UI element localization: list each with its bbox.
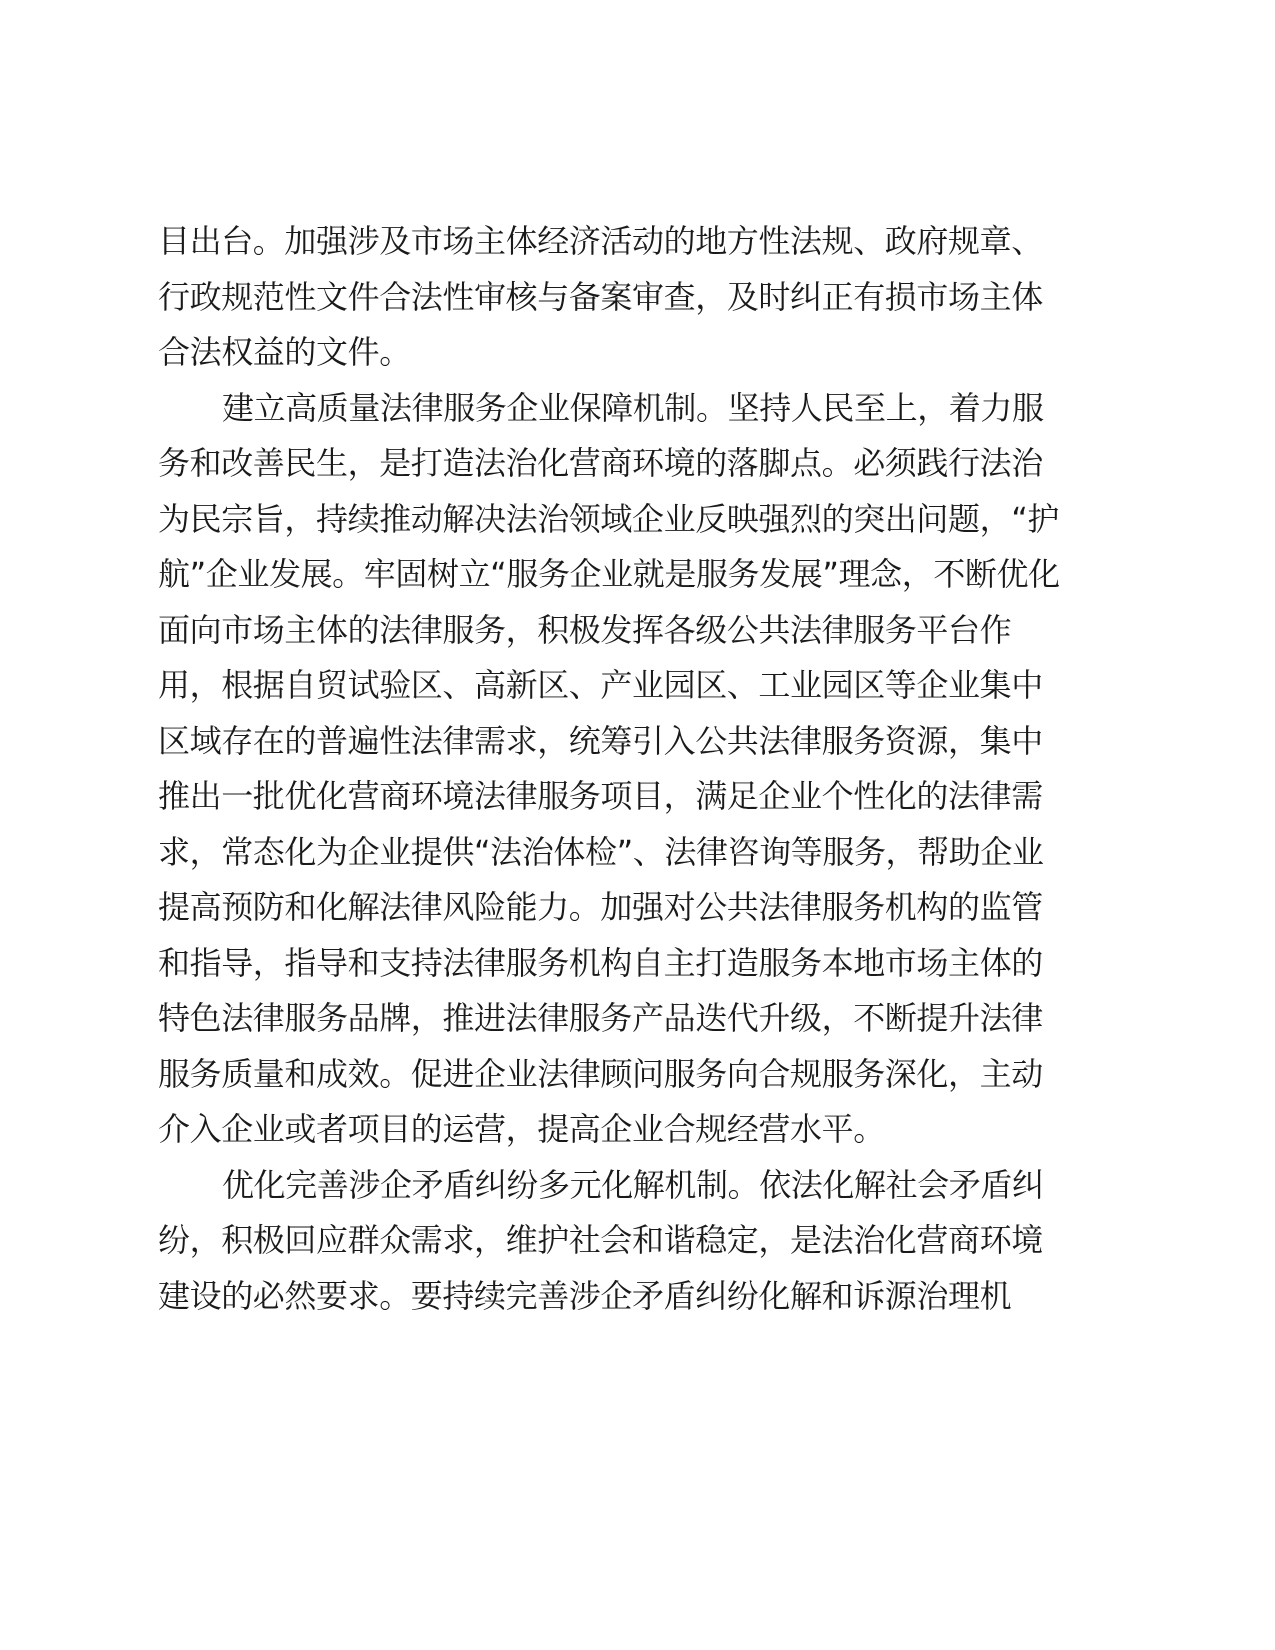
text-line: 求，常态化为企业提供“法治体检”、法律咨询等服务，帮助企业 — [158, 832, 1044, 871]
body-text — [158, 214, 1078, 1324]
text-line: 特色法律服务品牌，推进法律服务产品迭代升级，不断提升法律 — [158, 999, 1043, 1037]
text-line: 和指导，指导和支持法律服务机构自主打造服务本地市场主体的 — [158, 943, 1043, 982]
text-line: 务和改善民生，是打造法治化营商环境的落脚点。必须践行法治 — [158, 444, 1043, 482]
text-line: 提高预防和化解法律风险能力。加强对公共法律服务机构的监管 — [158, 888, 1043, 926]
text-line: 合法权益的文件。 — [158, 333, 411, 371]
text-line: 航”企业发展。牢固树立“服务企业就是服务发展”理念，不断优化 — [158, 555, 1060, 593]
paragraph-start-line: 建立高质量法律服务企业保障机制。坚持人民至上，着力服 — [222, 388, 1044, 427]
text-line: 目出台。加强涉及市场主体经济活动的地方性法规、政府规章、 — [158, 222, 1043, 260]
paragraph-start-line: 优化完善涉企矛盾纠纷多元化解机制。依法化解社会矛盾纠 — [222, 1165, 1044, 1204]
text-line: 区域存在的普遍性法律需求，统筹引入公共法律服务资源，集中 — [158, 721, 1043, 760]
text-line: 服务质量和成效。促进企业法律顾问服务向合规服务深化，主动 — [158, 1054, 1043, 1093]
text-line: 推出一批优化营商环境法律服务项目，满足企业个性化的法律需 — [158, 777, 1043, 815]
text-line: 建设的必然要求。要持续完善涉企矛盾纠纷化解和诉源治理机 — [158, 1276, 1012, 1315]
text-line: 介入企业或者项目的运营，提高企业合规经营水平。 — [158, 1110, 885, 1148]
text-line: 行政规范性文件合法性审核与备案审查，及时纠正有损市场主体 — [158, 277, 1043, 316]
text-line: 为民宗旨，持续推动解决法治领域企业反映强烈的突出问题，“护 — [158, 499, 1059, 538]
text-line: 纷，积极回应群众需求，维护社会和谐稳定，是法治化营商环境 — [158, 1221, 1043, 1259]
text-line: 用，根据自贸试验区、高新区、产业园区、工业园区等企业集中 — [158, 666, 1043, 704]
text-line: 面向市场主体的法律服务，积极发挥各级公共法律服务平台作 — [158, 610, 1012, 649]
